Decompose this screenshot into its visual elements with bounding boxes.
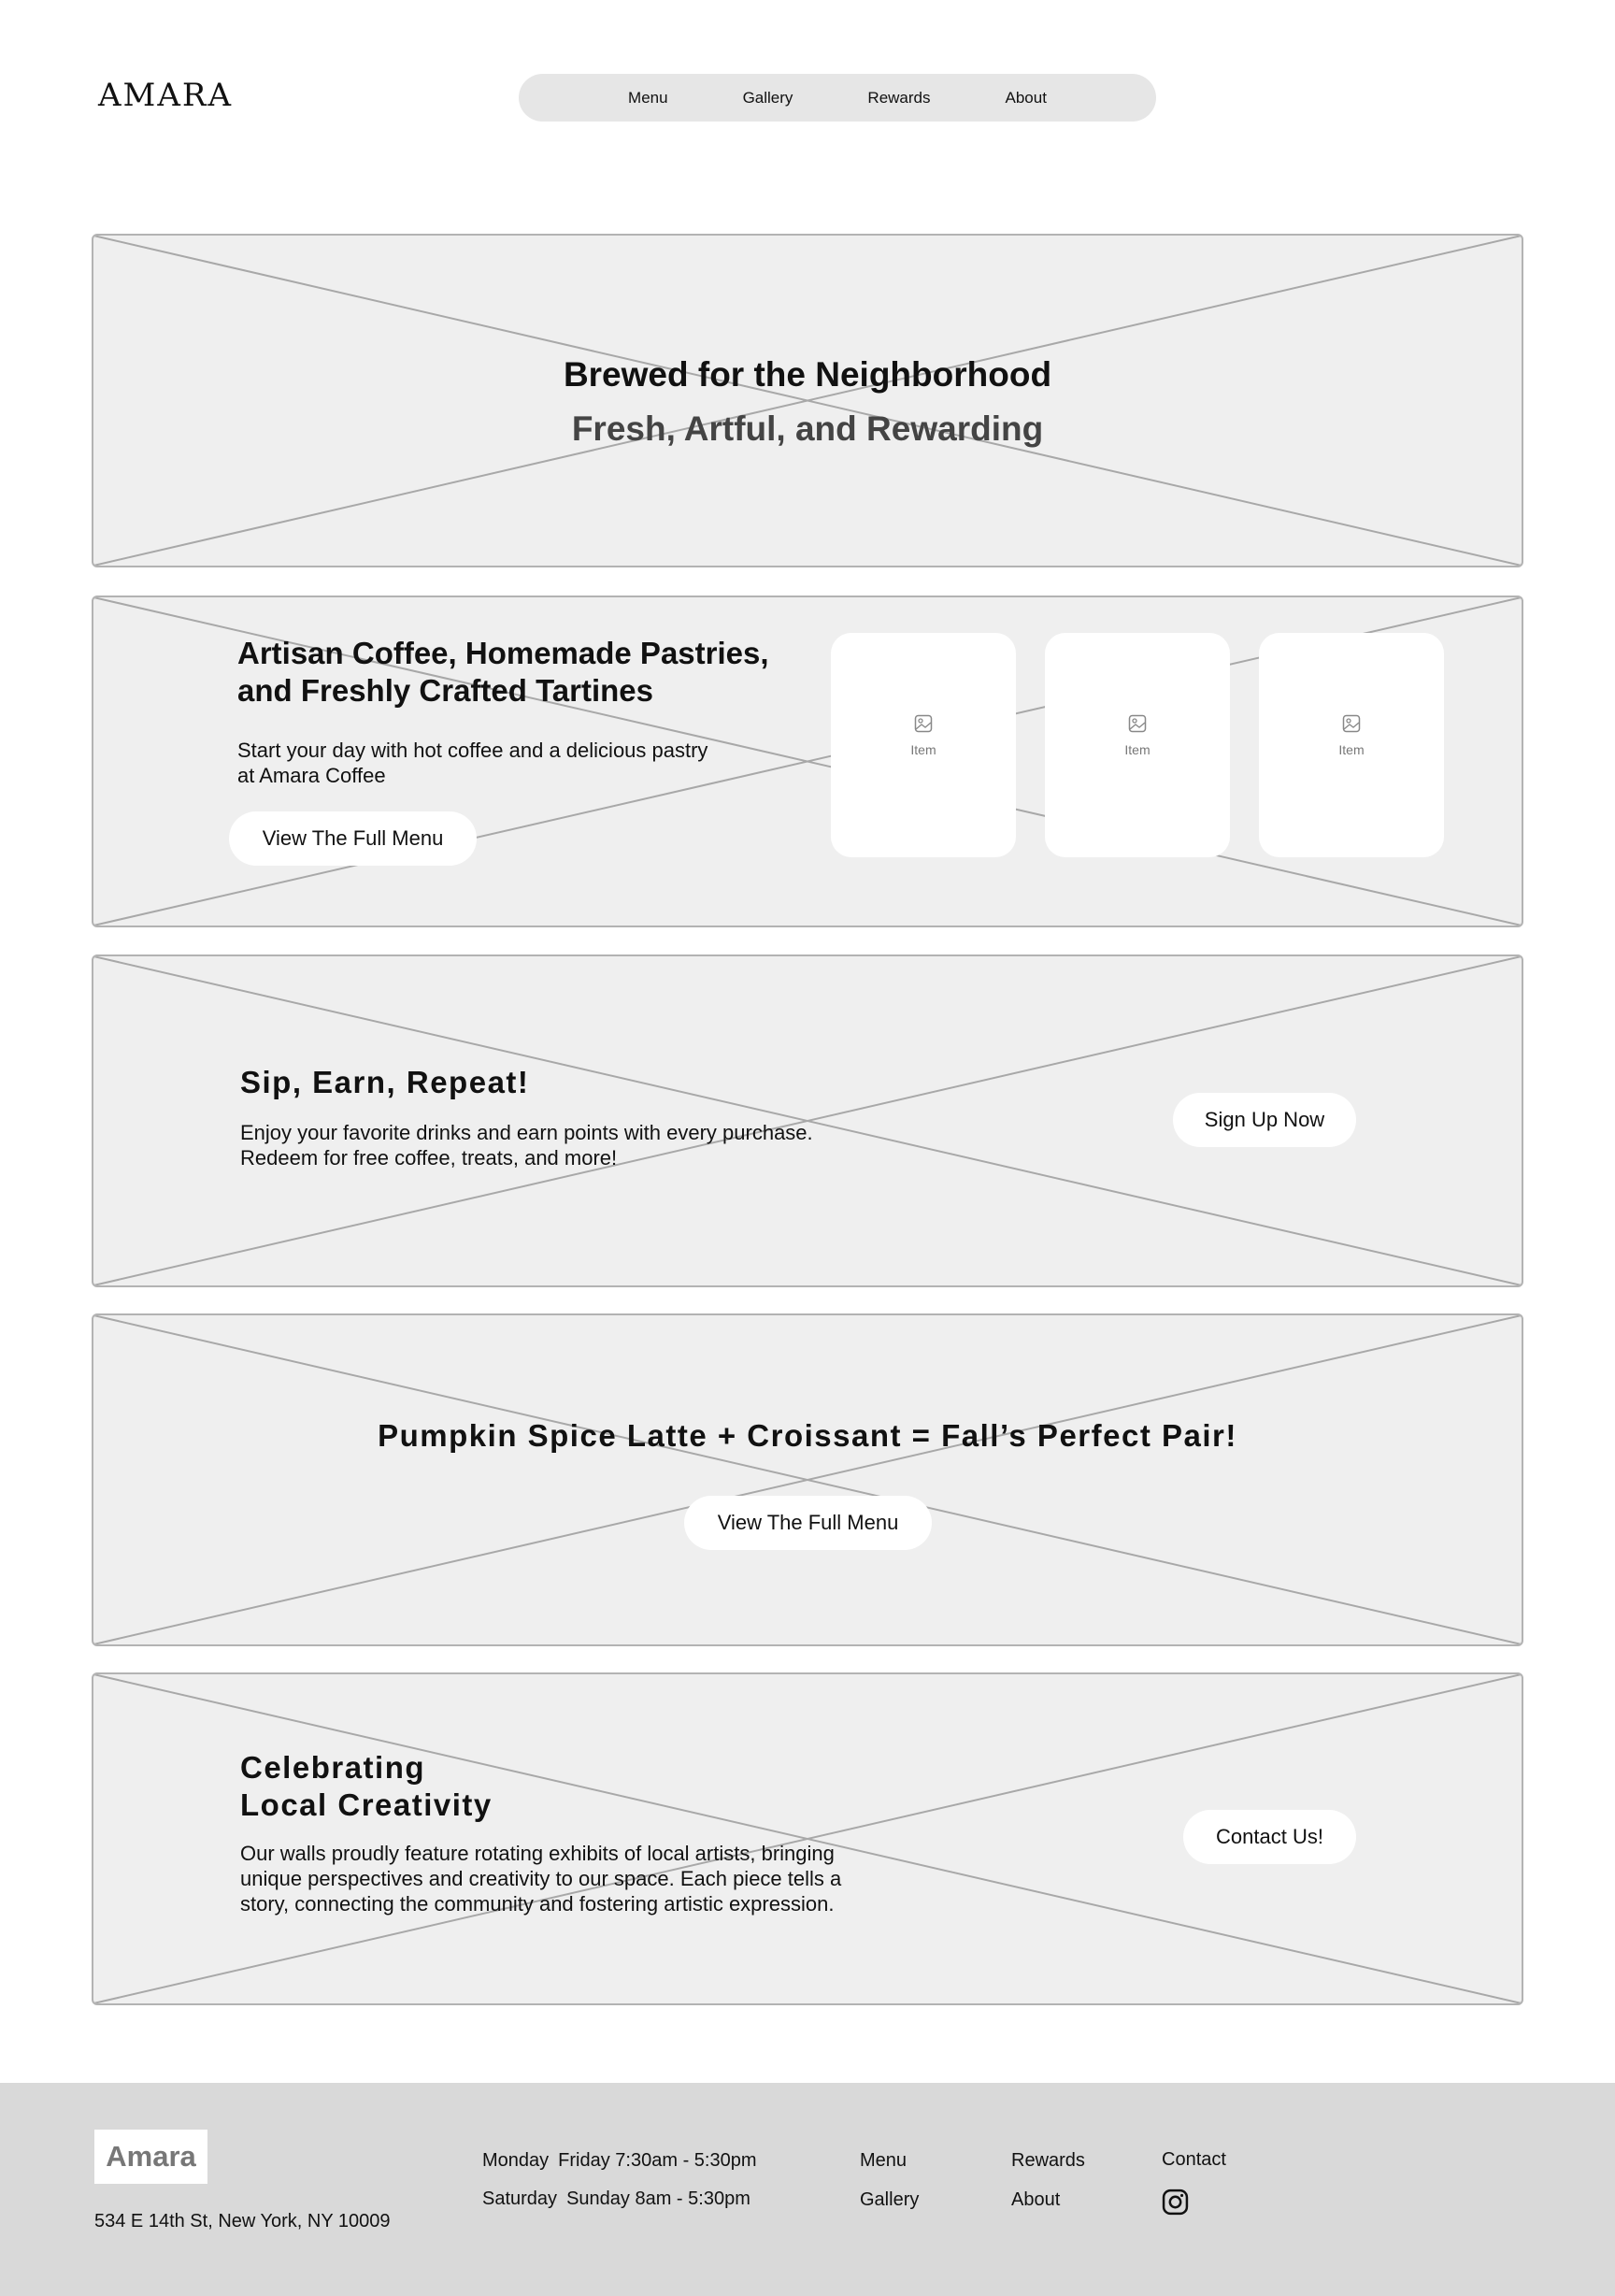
gallery-title-line: Celebrating (240, 1750, 426, 1785)
hours-day-end: Sunday (566, 2188, 630, 2209)
menu-item-card[interactable] (1259, 633, 1444, 857)
rewards-description-line: Enjoy your favorite drinks and earn points with every purchase. (240, 1121, 813, 1144)
rewards-title: Sip, Earn, Repeat! (240, 1065, 530, 1099)
rewards-section (92, 954, 1523, 1287)
menu-item-card[interactable] (1045, 633, 1230, 857)
view-full-menu-button[interactable]: View The Full Menu (229, 811, 477, 866)
main-nav (519, 74, 1156, 122)
gallery-description-line: story, connecting the community and fostering artistic expression. (240, 1892, 835, 1916)
hours-row (482, 2188, 750, 2210)
promo-view-menu-button[interactable]: View The Full Menu (684, 1496, 932, 1550)
menu-description-line: at Amara Coffee (237, 764, 386, 787)
brand-logo[interactable]: AMARA (98, 77, 234, 114)
footer-logo[interactable]: Amara (94, 2130, 207, 2184)
sign-up-button[interactable]: Sign Up Now (1173, 1093, 1356, 1147)
menu-description-line: Start your day with hot coffee and a delicious pastry (237, 739, 708, 762)
hero-section (92, 234, 1523, 567)
contact-us-button[interactable]: Contact Us! (1183, 1810, 1356, 1864)
hours-day-start: Saturday (482, 2188, 558, 2209)
image-icon (1342, 714, 1361, 733)
menu-item-label: Item (1338, 742, 1365, 757)
menu-item-label: Item (910, 742, 936, 757)
footer-link-rewards[interactable]: Rewards (1011, 2150, 1085, 2171)
hours-time: 7:30am - 5:30pm (615, 2150, 757, 2171)
menu-title-line: and Freshly Crafted Tartines (237, 673, 654, 708)
hours-time: 8am - 5:30pm (635, 2188, 750, 2209)
gallery-description-line: unique perspectives and creativity to our space. Each piece tells a (240, 1867, 842, 1890)
footer-link-about[interactable]: About (1011, 2189, 1061, 2210)
promo-title: Pumpkin Spice Latte + Croissant = Fall’s Perfect Pair! (378, 1418, 1237, 1453)
gallery-description-line: Our walls proudly feature rotating exhibits of local artists, bringing (240, 1842, 835, 1865)
gallery-title-line: Local Creativity (240, 1787, 493, 1822)
gallery-title (240, 1749, 493, 1824)
menu-description (237, 738, 707, 788)
menu-title-line: Artisan Coffee, Homemade Pastries, (237, 636, 769, 670)
nav-item-gallery[interactable]: Gallery (742, 88, 793, 107)
hero-title: Brewed for the Neighborhood (563, 355, 1052, 394)
hours-day-start: Monday (482, 2150, 550, 2171)
site-footer (0, 2083, 1615, 2296)
rewards-description (240, 1120, 813, 1170)
image-icon (1128, 714, 1147, 733)
menu-section (92, 596, 1523, 927)
hours-row (482, 2150, 757, 2172)
hours-day-end: Friday (558, 2150, 610, 2171)
nav-item-about[interactable]: About (1005, 88, 1047, 107)
image-icon (914, 714, 933, 733)
menu-item-label: Item (1124, 742, 1151, 757)
footer-address: 534 E 14th St, New York, NY 10009 (94, 2211, 391, 2231)
gallery-section (92, 1672, 1523, 2005)
gallery-description (240, 1841, 841, 1916)
menu-title (237, 635, 769, 710)
footer-link-menu[interactable]: Menu (860, 2150, 908, 2171)
instagram-icon[interactable] (1162, 2188, 1189, 2216)
nav-item-rewards[interactable]: Rewards (867, 88, 931, 107)
rewards-description-line: Redeem for free coffee, treats, and more! (240, 1146, 618, 1170)
footer-link-gallery[interactable]: Gallery (860, 2189, 920, 2210)
hero-subtitle: Fresh, Artful, and Rewarding (571, 409, 1044, 448)
footer-link-contact[interactable]: Contact (1162, 2149, 1226, 2170)
promo-section (92, 1313, 1523, 1646)
menu-item-card[interactable] (831, 633, 1016, 857)
nav-item-menu[interactable]: Menu (628, 88, 668, 107)
site-header (0, 0, 1615, 187)
